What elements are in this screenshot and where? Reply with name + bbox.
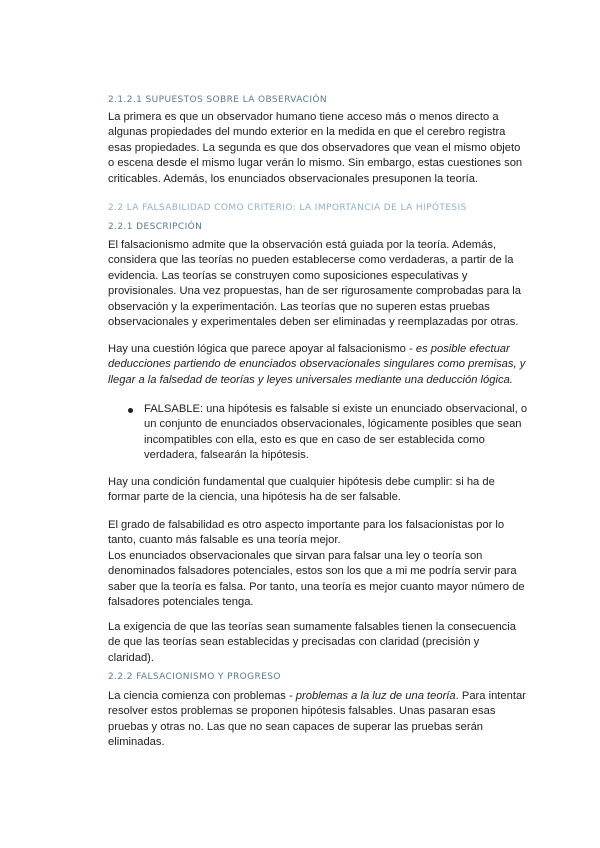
paragraph-condicion-fundamental: Hay una condición fundamental que cualquier hipótesis debe cumplir: si ha de formar parte de la ciencia, una hipótesis ha de ser falsable. <box>108 476 495 504</box>
paragraph-cuestion-logica-italic: es posible efectuar deducciones partiendo de enunciados observacionales singulares como premisas, y llegar a la falsedad de teorías y leyes universales mediante una deducción lógica. <box>108 343 526 386</box>
paragraph-progreso-rest: . Para intentar resolver estos problemas se proponen hipótesis falsables. Unas pasaran esas pruebas y otras no. Las que no sean capaces de superar las pruebas serán eliminadas. <box>108 690 526 749</box>
section-heading-supuestos: 2.1.2.1 SUPUESTOS SOBRE LA OBSERVACIÓN <box>108 95 328 105</box>
bullet-text-falsable: FALSABLE: una hipótesis es falsable si existe un enunciado observacional, o un conjunto de enunciados observacionales, lógicamente posibles que sean incompatibles con ella, esto es que en caso de ser establecida como verdadera, falsearán la hipótesis. <box>144 403 528 462</box>
paragraph-cuestion-logica-intro: Hay una cuestión lógica que parece apoyar al falsacionismo - <box>108 343 416 355</box>
bullet-dot-icon <box>128 408 133 413</box>
paragraph-progreso-italic: problemas a la luz de una teoría <box>295 690 456 702</box>
paragraph-supuestos: La primera es que un observador humano tiene acceso más o menos directo a algunas propiedades del mundo exterior en la medida en que el cerebro registra esas propiedades. La segunda es que dos observadores que vean el mismo objeto o escena desde el mismo lugar verán lo mismo. Sin embargo, estas cuestiones son criticables. Además, los enunciados observacionales presuponen la teoría. <box>108 111 523 185</box>
paragraph-falsadores-potenciales: Los enunciados observacionales que sirvan para falsar una ley o teoría son denominados falsadores potenciales, estos son los que a mi me podría servir para saber que la teoría es falsa. Por tanto, una teoría es mejor cuanto mayor número de falsadores potenciales tenga. <box>108 550 525 609</box>
bullet-item-falsable <box>128 402 528 464</box>
paragraph-grado-falsabilidad: El grado de falsabilidad es otro aspecto importante para los falsacionistas por lo tanto, cuanto más falsable es una teoría mejor. <box>108 519 505 547</box>
paragraph-falsacionismo: El falsacionismo admite que la observación está guiada por la teoría. Además, considera que las teorías no pueden establecerse como verdaderas, a partir de la evidencia. Las teorías se construyen como suposiciones especulativas y provisionales. Una vez propuestas, han de ser rigurosamente comprobadas para la observación y la experimentación. Las teorías que no superen estas pruebas observacionales y experimentales deben ser eliminadas y reemplazadas por otras. <box>108 239 521 329</box>
section-heading-descripcion: 2.2.1 DESCRIPCIÓN <box>108 222 203 232</box>
paragraph-progreso <box>108 689 528 751</box>
paragraph-cuestion-logica <box>108 342 528 388</box>
section-heading-progreso: 2.2.2 FALSACIONISMO Y PROGRESO <box>108 672 281 682</box>
paragraph-progreso-intro: La ciencia comienza con problemas - <box>108 690 296 702</box>
section-heading-falsabilidad: 2.2 LA FALSABILIDAD COMO CRITERIO: LA IMPORTANCIA DE LA HIPÓTESIS <box>108 203 467 213</box>
paragraph-exigencia: La exigencia de que las teorías sean sumamente falsables tienen la consecuencia de que las teorías sean establecidas y precisadas con claridad (precisión y claridad). <box>108 621 516 664</box>
